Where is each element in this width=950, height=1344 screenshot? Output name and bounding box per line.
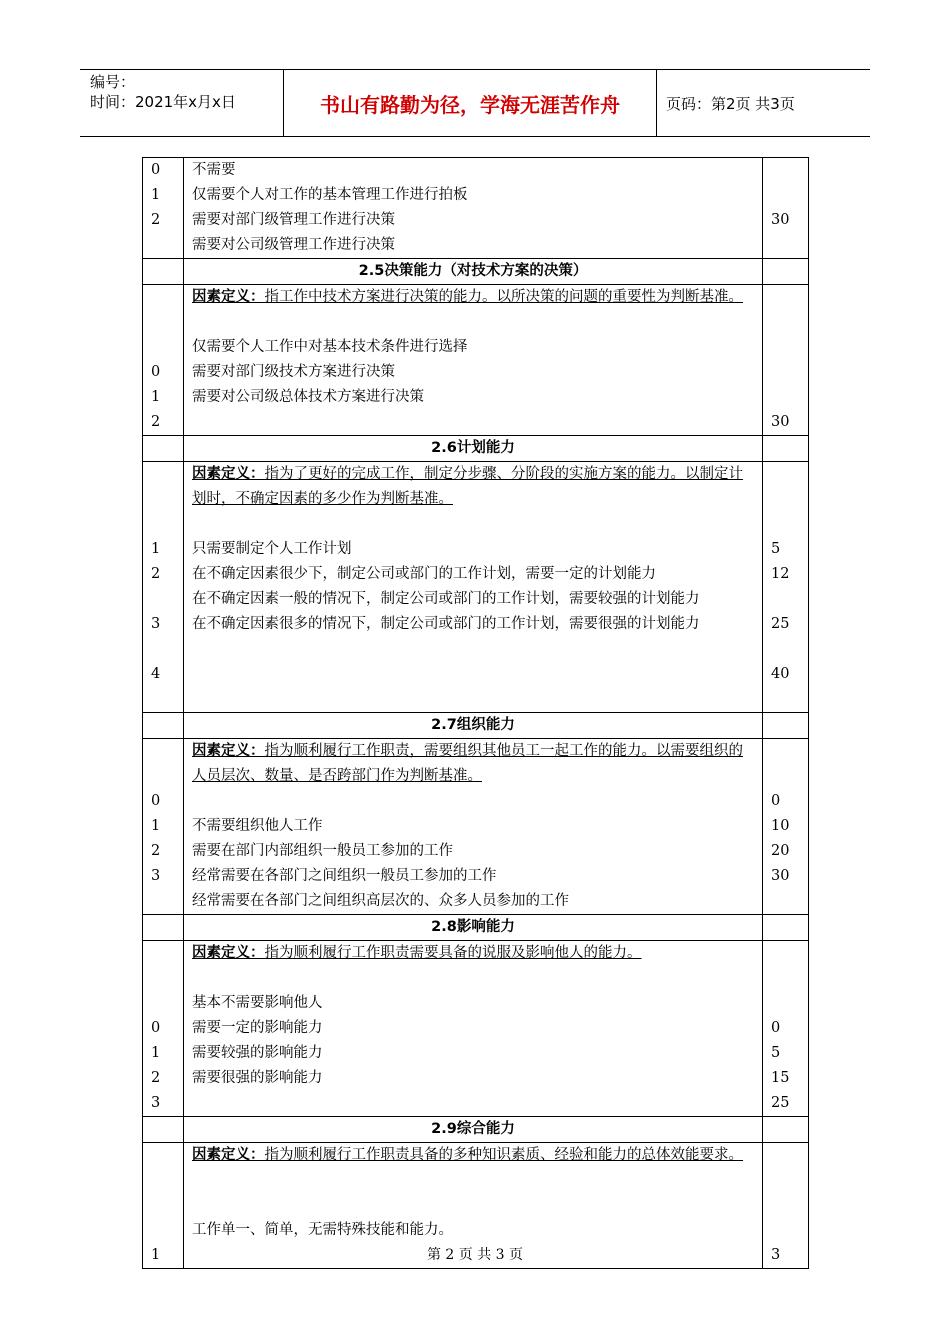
blank-cell bbox=[143, 713, 184, 739]
definition-text: 指为了更好的完成工作，制定分步骤、分阶段的实施方案的能力。以制定计划时，不确定因素的多少作为判断基准。 bbox=[192, 466, 743, 507]
level-num: 1 bbox=[151, 541, 161, 557]
level-desc: 需要较强的影响能力 bbox=[192, 1045, 323, 1061]
definition-label: 因素定义： bbox=[192, 945, 265, 961]
level-desc: 需要很强的影响能力 bbox=[192, 1070, 323, 1086]
desc-cell bbox=[184, 941, 763, 1117]
header-motto: 书山有路勤为径，学海无涯苦作舟 bbox=[284, 70, 657, 136]
blank-cell bbox=[143, 436, 184, 462]
level-cell bbox=[143, 941, 184, 1117]
level-desc: 在不确定因素很多的情况下，制定公司或部门的工作计划，需要很强的计划能力 bbox=[192, 616, 700, 632]
level-desc: 仅需要个人对工作的基本管理工作进行拍板 bbox=[192, 187, 468, 203]
desc-cell bbox=[184, 462, 763, 713]
level-desc: 需要对公司级总体技术方案进行决策 bbox=[192, 389, 424, 405]
blank-cell bbox=[763, 259, 809, 285]
table-row bbox=[143, 158, 809, 259]
level-num: 0 bbox=[151, 1020, 161, 1036]
score-cell bbox=[763, 941, 809, 1117]
definition-text: 指为顺利履行工作职责具备的多种知识素质、经验和能力的总体效能要求。 bbox=[264, 1147, 743, 1163]
section-title: 2.7组织能力 bbox=[184, 713, 763, 739]
section-title: 2.6计划能力 bbox=[184, 436, 763, 462]
score-cell bbox=[763, 462, 809, 713]
level-score bbox=[771, 158, 800, 183]
section-title: 2.5决策能力（对技术方案的决策） bbox=[184, 259, 763, 285]
factor-definition bbox=[192, 462, 754, 512]
definition-label: 因素定义： bbox=[192, 1147, 265, 1163]
level-desc: 不需要组织他人工作 bbox=[192, 818, 323, 834]
level-num: 0 bbox=[151, 162, 161, 178]
level-num bbox=[151, 889, 175, 914]
blank-cell bbox=[143, 259, 184, 285]
definition-label: 因素定义： bbox=[192, 466, 265, 482]
level-cell bbox=[143, 158, 184, 259]
level-score bbox=[771, 183, 800, 208]
definition-label: 因素定义： bbox=[192, 289, 265, 305]
level-desc: 在不确定因素很少下，制定公司或部门的工作计划，需要一定的计划能力 bbox=[192, 566, 656, 582]
header-page-label: 页码：第2页 共3页 bbox=[666, 94, 795, 113]
page-footer: 第 2 页 共 3 页 bbox=[426, 1247, 524, 1263]
section-header-row bbox=[143, 1117, 809, 1143]
level-desc: 经常需要在各部门之间组织高层次的、众多人员参加的工作 bbox=[192, 893, 569, 909]
level-num: 2 bbox=[151, 212, 161, 228]
level-score: 10 bbox=[771, 818, 790, 834]
level-score: 15 bbox=[771, 1070, 790, 1086]
level-score: 20 bbox=[771, 843, 790, 859]
section-header-row bbox=[143, 713, 809, 739]
section-header-row bbox=[143, 436, 809, 462]
level-score: 0 bbox=[771, 793, 781, 809]
level-score: 25 bbox=[771, 616, 790, 632]
date-label: 时间：2021年x月x日 bbox=[90, 93, 236, 111]
score-cell bbox=[763, 739, 809, 915]
definition-text: 指为顺利履行工作职责需要具备的说服及影响他人的能力。 bbox=[264, 945, 642, 961]
level-cell bbox=[143, 462, 184, 713]
level-num: 2 bbox=[151, 843, 161, 859]
level-desc: 基本不需要影响他人 bbox=[192, 995, 323, 1011]
section-header-row bbox=[143, 915, 809, 941]
level-score: 12 bbox=[771, 566, 790, 582]
level-num: 3 bbox=[151, 1095, 161, 1111]
score-cell bbox=[763, 285, 809, 436]
level-desc: 不需要 bbox=[192, 162, 236, 178]
blank-cell bbox=[763, 1117, 809, 1143]
blank-cell bbox=[763, 436, 809, 462]
section-body-row bbox=[143, 739, 809, 915]
level-score: 40 bbox=[771, 666, 790, 682]
level-num: 0 bbox=[151, 364, 161, 380]
level-num: 1 bbox=[151, 389, 161, 405]
blank-cell bbox=[143, 915, 184, 941]
blank-cell bbox=[763, 915, 809, 941]
level-desc: 需要对公司级管理工作进行决策 bbox=[192, 237, 395, 253]
level-num bbox=[151, 233, 175, 258]
level-num: 1 bbox=[151, 1247, 161, 1263]
level-score: 30 bbox=[771, 868, 790, 884]
factor-definition bbox=[192, 285, 754, 310]
level-num: 0 bbox=[151, 793, 161, 809]
level-desc: 工作单一、简单，无需特殊技能和能力。 bbox=[192, 1222, 453, 1238]
level-desc: 在不确定因素一般的情况下，制定公司或部门的工作计划，需要较强的计划能力 bbox=[192, 591, 700, 607]
score-cell bbox=[763, 158, 809, 259]
section-body-row bbox=[143, 941, 809, 1117]
level-num: 1 bbox=[151, 818, 161, 834]
level-num: 2 bbox=[151, 414, 161, 430]
level-score: 30 bbox=[771, 414, 790, 430]
level-cell bbox=[143, 285, 184, 436]
section-title: 2.8影响能力 bbox=[184, 915, 763, 941]
definition-text: 指为顺利履行工作职责，需要组织其他员工一起工作的能力。以需要组织的人员层次、数量、是否跨部门作为判断基准。 bbox=[192, 743, 743, 784]
section-body-row bbox=[143, 285, 809, 436]
level-score: 30 bbox=[771, 212, 790, 228]
blank-cell bbox=[763, 713, 809, 739]
factor-definition bbox=[192, 941, 754, 966]
section-title: 2.9综合能力 bbox=[184, 1117, 763, 1143]
desc-cell bbox=[184, 158, 763, 259]
number-label: 编号： bbox=[90, 73, 136, 91]
level-score: 25 bbox=[771, 1095, 790, 1111]
level-score: 5 bbox=[771, 1045, 781, 1061]
level-desc bbox=[192, 789, 754, 814]
factor-definition bbox=[192, 739, 754, 789]
level-num: 2 bbox=[151, 1070, 161, 1086]
level-score bbox=[771, 360, 800, 385]
header-meta bbox=[80, 70, 284, 136]
definition-text: 指工作中技术方案进行决策的能力。以所决策的问题的重要性为判断基准。 bbox=[264, 289, 743, 305]
level-num: 3 bbox=[151, 616, 161, 632]
evaluation-table bbox=[142, 157, 809, 1269]
level-score bbox=[771, 889, 800, 914]
level-desc: 需要在部门内部组织一般员工参加的工作 bbox=[192, 843, 453, 859]
desc-cell bbox=[184, 285, 763, 436]
definition-label: 因素定义： bbox=[192, 743, 265, 759]
level-num: 2 bbox=[151, 566, 161, 582]
factor-definition bbox=[192, 1143, 754, 1168]
level-desc: 需要对部门级管理工作进行决策 bbox=[192, 212, 395, 228]
level-num: 1 bbox=[151, 1045, 161, 1061]
level-num: 3 bbox=[151, 868, 161, 884]
section-header-row bbox=[143, 259, 809, 285]
level-desc: 仅需要个人工作中对基本技术条件进行选择 bbox=[192, 339, 468, 355]
level-score bbox=[771, 385, 800, 410]
page-header bbox=[80, 69, 870, 137]
level-desc: 需要对部门级技术方案进行决策 bbox=[192, 364, 395, 380]
level-num: 1 bbox=[151, 187, 161, 203]
level-num: 4 bbox=[151, 666, 161, 682]
level-cell bbox=[143, 739, 184, 915]
blank-cell bbox=[143, 1117, 184, 1143]
level-score bbox=[771, 233, 800, 258]
section-body-row bbox=[143, 462, 809, 713]
level-desc: 只需要制定个人工作计划 bbox=[192, 541, 352, 557]
level-desc: 经常需要在各部门之间组织一般员工参加的工作 bbox=[192, 868, 497, 884]
level-score: 3 bbox=[771, 1247, 781, 1263]
level-score: 0 bbox=[771, 1020, 781, 1036]
desc-cell bbox=[184, 739, 763, 915]
level-score: 5 bbox=[771, 541, 781, 557]
level-desc: 需要一定的影响能力 bbox=[192, 1020, 323, 1036]
